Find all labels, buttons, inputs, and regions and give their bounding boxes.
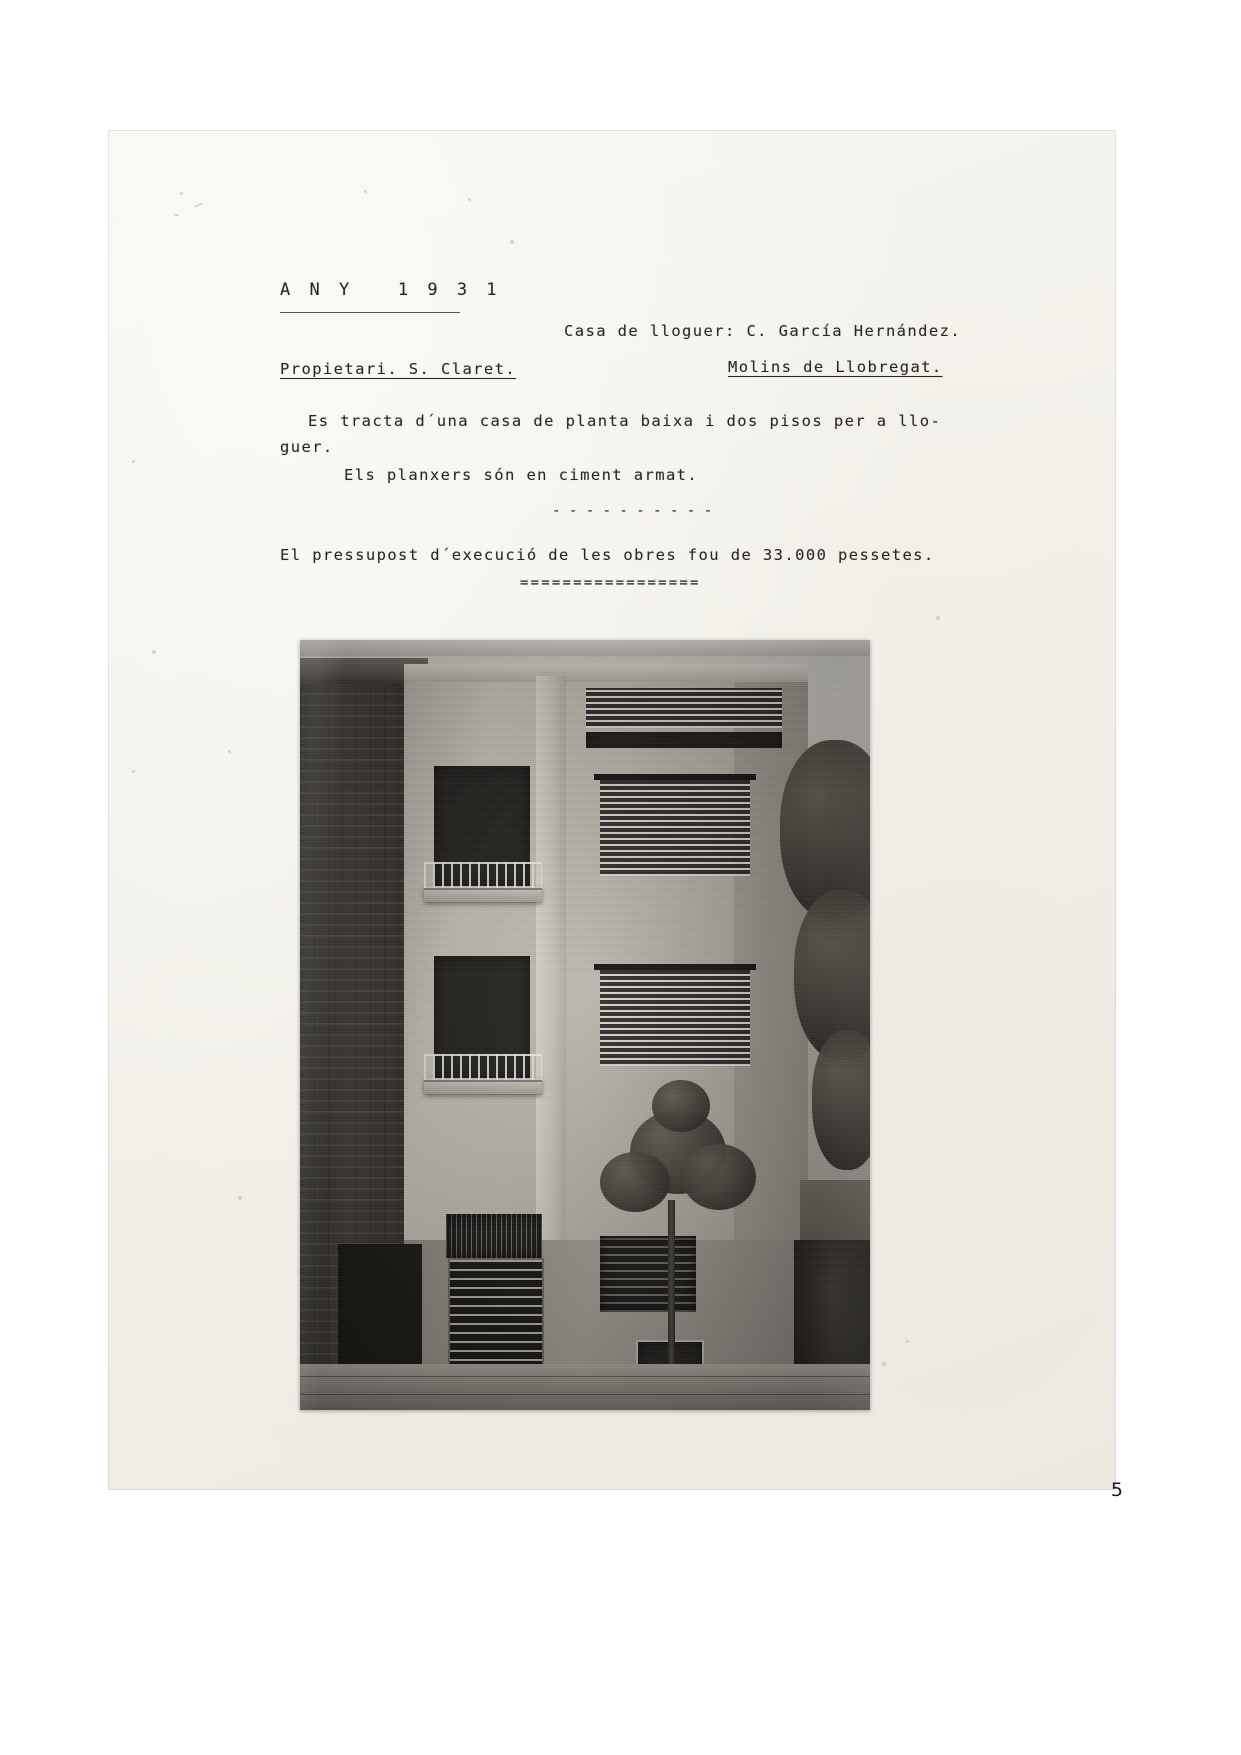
year-heading: A N Y 1 9 3 1 (280, 280, 502, 300)
window-floor2-right-frame (594, 774, 756, 780)
ground-floor-grille-panel (446, 1214, 542, 1258)
scan-speck (364, 190, 367, 193)
window-ground-right (600, 1236, 696, 1312)
pavement-joint (300, 1376, 870, 1377)
window-floor1-right-frame (594, 964, 756, 970)
scan-speck (194, 202, 203, 207)
project-title: Casa de lloguer: C. García Hernández. (564, 322, 962, 340)
photo-content (300, 640, 870, 1410)
blind-floor2-right (600, 780, 750, 876)
scan-speck (936, 616, 940, 620)
tree-foliage (682, 1144, 756, 1210)
scan-speck (510, 240, 514, 244)
location-line: Molins de Llobregat. (728, 358, 943, 376)
scan-speck (132, 770, 135, 773)
railing-floor2 (424, 862, 542, 890)
page-number: 5 (1110, 1479, 1123, 1501)
budget-line: El pressupost d´execució de les obres fou de 33.000 pessetes. (280, 546, 935, 564)
scan-speck (180, 192, 183, 195)
tree-foliage (652, 1080, 710, 1132)
body-line-2: guer. (280, 438, 334, 456)
sidewalk (300, 1364, 870, 1410)
scan-speck (882, 1362, 886, 1366)
body-line-1: Es tracta d´una casa de planta baixa i dos pisos per a llo- (308, 412, 942, 430)
separator-equals: ================= (520, 575, 701, 591)
body-line-3: Els planxers són en ciment armat. (344, 466, 699, 484)
year-heading-rule (280, 312, 460, 313)
scan-speck (152, 650, 156, 654)
pavement-joint (300, 1394, 870, 1395)
right-tree-foliage (812, 1030, 870, 1170)
photo-top-edge (300, 640, 870, 656)
building-photograph (300, 640, 870, 1410)
tree-foliage (600, 1152, 670, 1212)
roof-shadow-recess (586, 732, 782, 748)
railing-floor1 (424, 1054, 542, 1082)
blind-floor1-right (600, 970, 750, 1066)
scan-speck (174, 214, 179, 216)
scan-speck (132, 460, 135, 463)
separator-dashes: - - - - - - - - - - (552, 503, 713, 519)
roof-parapet (404, 664, 808, 682)
scanned-sheet (108, 130, 1116, 1490)
roof-louver-band (586, 688, 782, 728)
scan-speck (468, 198, 471, 201)
scan-speck (228, 750, 231, 753)
owner-line: Propietari. S. Claret. (280, 360, 517, 378)
scan-speck (906, 1340, 909, 1343)
scan-speck (238, 1196, 242, 1200)
